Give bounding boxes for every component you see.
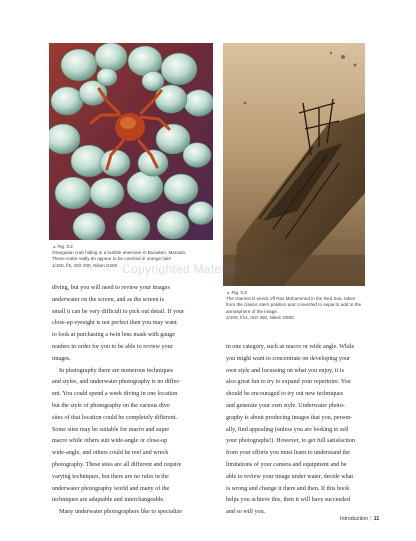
body-text-line: you might want to concentrate on developing your <box>226 355 350 362</box>
page-number: 11 <box>373 516 380 522</box>
body-text-line: to look at purchasing a twin lens mask with gauge <box>52 332 175 339</box>
body-text-line: and generate your own style. Underwater photo- <box>226 402 345 409</box>
body-text-line: own style and focussing on what you enjoy, it is <box>226 367 344 374</box>
body-text-line: also great fun to try to expand your repertoire. You <box>226 379 351 386</box>
caption-line: These crabs really do appear to be covered in orange hair! <box>52 256 172 262</box>
anemone-bubble <box>61 49 97 81</box>
page-footer <box>340 516 379 522</box>
body-text-line: ent. You could spend a week diving in one location <box>52 391 178 398</box>
anemone-bubble <box>164 174 198 204</box>
body-text-line: varying techniques, but there are no rules in the <box>52 473 169 480</box>
body-text-line: underwater on the screen, and as the screen is <box>52 296 165 303</box>
anemone-bubble <box>95 43 127 71</box>
body-text-line: your photographs!). However, to get full satisfaction <box>226 438 356 445</box>
figure-caption-right <box>226 290 376 321</box>
anemone-bubble <box>97 68 117 86</box>
anemone-bubble <box>155 85 187 113</box>
triangle-icon: ▲ <box>52 244 57 249</box>
orangutan-crab-photo <box>49 43 213 240</box>
triangle-icon: ▲ <box>226 290 231 295</box>
footer-separator: | <box>370 516 372 522</box>
body-text-line: In photography there are numerous techniques <box>59 367 174 374</box>
body-text-line: diving, but you will need to review your images <box>52 285 170 291</box>
body-text-line: ally, find appealing (unless you are looking to sell <box>226 426 349 433</box>
anemone-bubble <box>116 212 150 240</box>
body-text-line: techniques are adaptable and interchangeable. <box>52 497 165 504</box>
body-text-line: images. <box>52 355 71 362</box>
body-text-line: sites of that location could be completely different. <box>52 414 178 421</box>
anemone-bubble <box>100 150 130 176</box>
anemone-bubble <box>55 177 91 209</box>
body-text-line: Many underwater photographers like to specialize <box>59 509 182 516</box>
body-text-line: from your efforts you must learn to understand the <box>226 450 351 457</box>
figure-label: ▲Fig. 0.3 <box>226 290 247 295</box>
anemone-bubble <box>142 71 164 90</box>
body-text-line: in one category, such as macro or wide angle. While <box>226 344 355 350</box>
body-text-line: limitations of your camera and equipment and be <box>226 461 347 468</box>
body-text-line: close-up eyesight is not perfect then you may want <box>52 320 177 327</box>
section-name: Introduction <box>340 516 369 522</box>
body-text-line: macro while others suit wide-angle or close-up <box>52 438 168 445</box>
giannis-d-wreck-photo <box>223 43 365 286</box>
anemone-bubble <box>157 211 189 239</box>
body-text-line: graphy is about producing images that you, person- <box>226 414 353 421</box>
caption-line: from the classic stern position and converted to sepia to add to the <box>226 302 362 308</box>
caption-line: 1/100, f/14, ISO 250, Nikon D800 <box>226 314 294 320</box>
body-text-line: underwater photography world and many of the <box>52 485 170 492</box>
body-column-left <box>52 283 227 519</box>
anemone-bubble <box>138 150 168 176</box>
body-text-line: and styles, and underwater photography is no differ- <box>52 379 181 386</box>
body-text-line: able to review your image under water, decide what <box>226 473 354 480</box>
body-text-line: but the style of photography on the various dive <box>52 402 170 409</box>
figure-label: ▲Fig. 0.2 <box>52 244 73 249</box>
anemone-bubble <box>49 124 80 154</box>
body-text-line: Some sites may be suitable for macro and super <box>52 426 170 433</box>
body-text-line: is wrong and change it there and then. If this book <box>226 485 350 492</box>
anemone-bubble <box>90 178 124 208</box>
anemone-bubble <box>183 143 211 168</box>
body-text-line: photography. These sites are all different and require <box>52 461 182 468</box>
anemone-bubble <box>51 87 83 115</box>
copyright-watermark: Copyrighted Material <box>122 262 239 276</box>
caption-line: Orangutan crab hiding in a bubble anemone in Bunaken, Manado. <box>52 250 187 256</box>
anemone-bubble <box>161 53 197 85</box>
caption-line: The Giannis D wreck off Ras Mohammed in the Red Sea, taken <box>226 296 356 302</box>
body-text-line: and so will you. <box>226 509 266 516</box>
body-text-line: wide-angle, and others could be reef and wreck <box>52 450 169 457</box>
body-text-line: should be encouraged to try out new techniques <box>226 391 344 398</box>
anemone-bubble <box>73 213 105 240</box>
anemone-bubble <box>184 90 213 116</box>
body-column-right <box>226 342 381 519</box>
anemone-bubble <box>188 202 213 225</box>
body-text-line: readers in order for you to be able to review your <box>52 343 173 350</box>
caption-line: 1/160, f/5, ISO 200, Nikon D200 <box>52 262 118 268</box>
body-text-line: small it can be very difficult to pick out detail. If your <box>52 308 185 315</box>
caption-line: atmosphere of the image. <box>226 308 279 314</box>
body-text-line: helps you achieve this, then it will have succeeded <box>226 497 350 504</box>
anemone-bubble <box>128 46 162 76</box>
